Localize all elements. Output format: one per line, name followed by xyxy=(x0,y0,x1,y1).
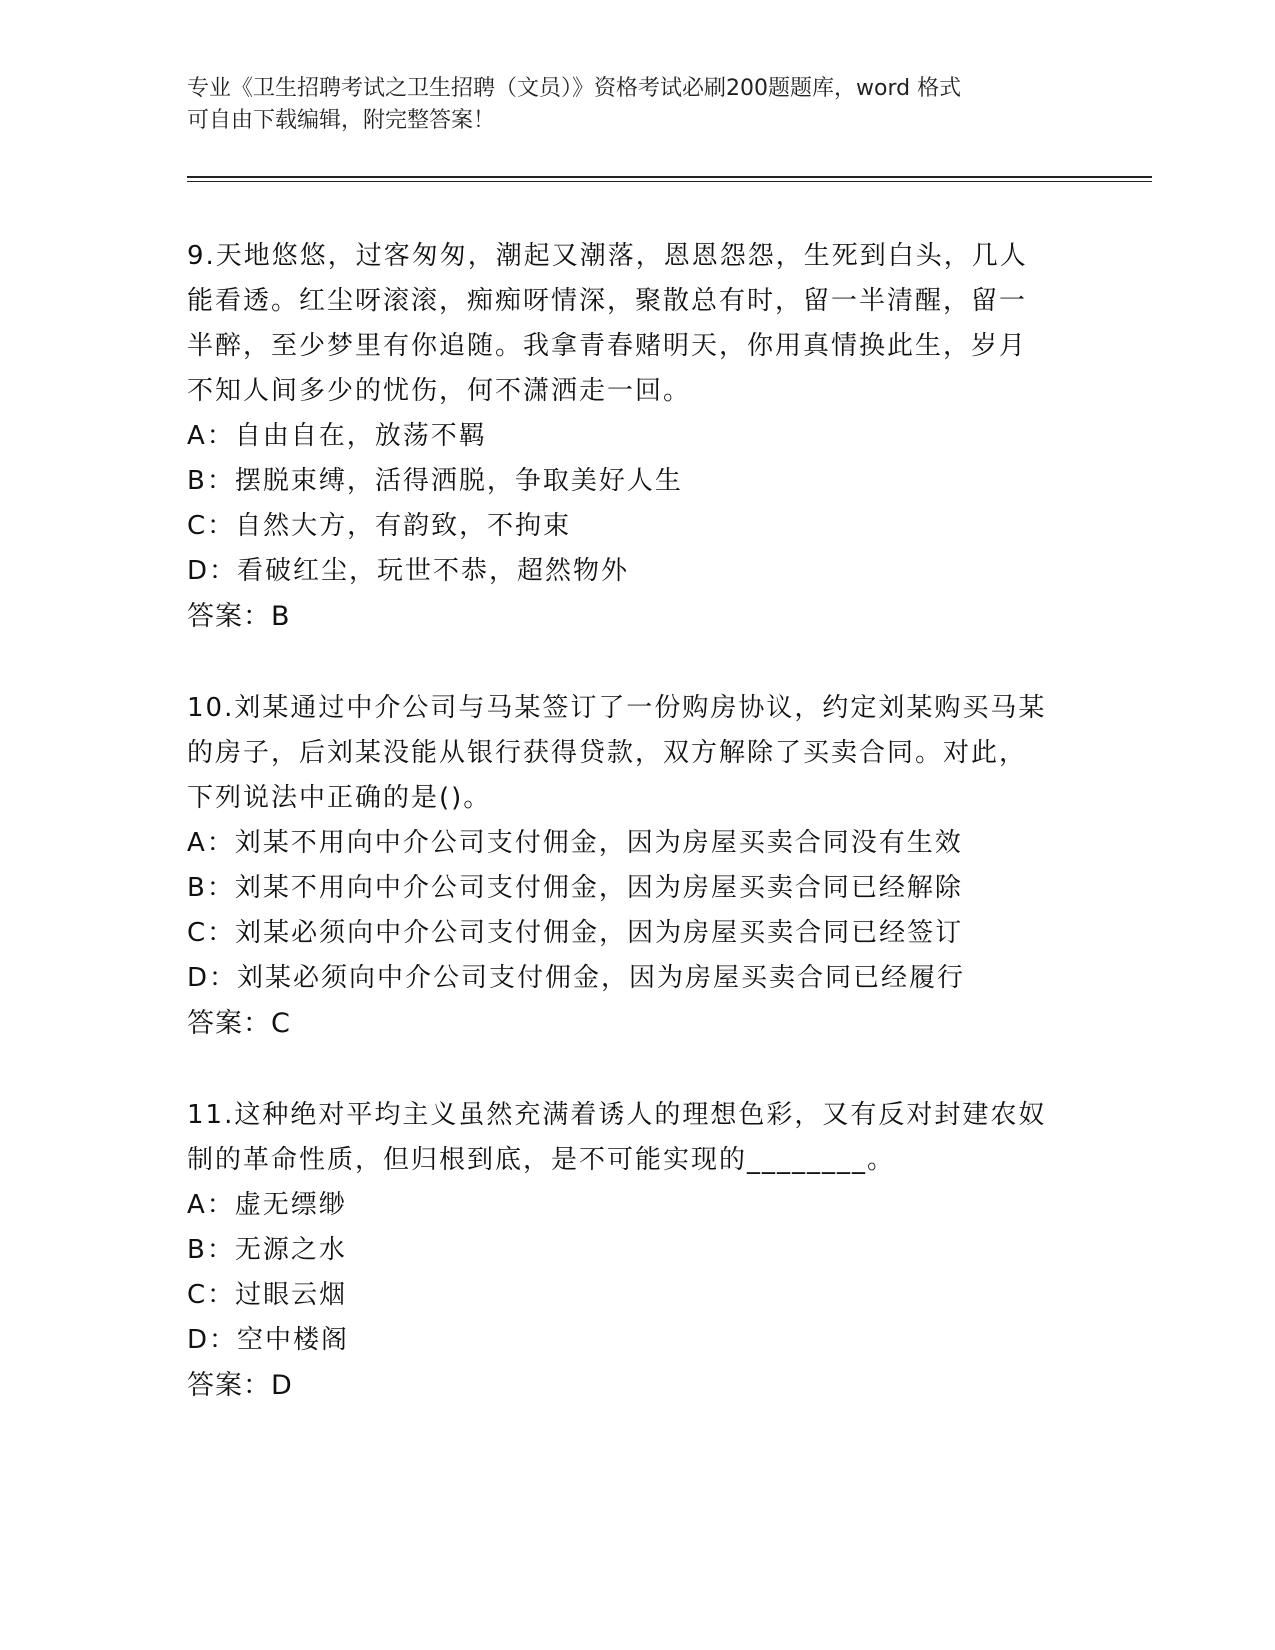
option-c: C：刘某必须向中介公司支付佣金，因为房屋买卖合同已经签订 xyxy=(187,918,964,948)
option-b: B：摆脱束缚，活得洒脱，争取美好人生 xyxy=(187,466,683,496)
question-9 xyxy=(187,234,1087,639)
document-header xyxy=(187,73,1087,137)
option-d: D：刘某必须向中介公司支付佣金，因为房屋买卖合同已经履行 xyxy=(187,963,966,993)
answer-label: 答案：B xyxy=(187,601,291,632)
header-divider-thin xyxy=(187,181,1152,182)
question-text-line: 10.刘某通过中介公司与马某签订了一份购房协议，约定刘某购买马某 xyxy=(187,693,1047,723)
option-a: A：虚无缥缈 xyxy=(187,1190,347,1220)
question-text-line: 能看透。红尘呀滚滚，痴痴呀情深，聚散总有时，留一半清醒，留一 xyxy=(187,286,1028,316)
option-d: D：看破红尘，玩世不恭，超然物外 xyxy=(187,556,630,586)
option-a: A：自由自在，放荡不羁 xyxy=(187,421,487,451)
header-divider-thick xyxy=(187,176,1152,178)
header-title-line-2: 可自由下载编辑，附完整答案！ xyxy=(187,108,496,133)
option-c: C：过眼云烟 xyxy=(187,1280,348,1310)
question-11 xyxy=(187,1093,1087,1408)
option-c: C：自然大方，有韵致，不拘束 xyxy=(187,511,572,541)
option-a: A：刘某不用向中介公司支付佣金，因为房屋买卖合同没有生效 xyxy=(187,828,963,858)
question-text-line: 不知人间多少的忧伤，何不潇洒走一回。 xyxy=(187,376,692,406)
option-b: B：刘某不用向中介公司支付佣金，因为房屋买卖合同已经解除 xyxy=(187,873,963,903)
question-text-line: 下列说法中正确的是()。 xyxy=(187,783,492,813)
answer-label: 答案：D xyxy=(187,1370,293,1401)
answer-label: 答案：C xyxy=(187,1008,291,1039)
question-text-line: 的房子，后刘某没能从银行获得贷款，双方解除了买卖合同。对此， xyxy=(187,738,1028,768)
question-text-line: 9.天地悠悠，过客匆匆，潮起又潮落，恩恩怨怨，生死到白头，几人 xyxy=(187,241,1028,271)
question-10 xyxy=(187,686,1087,1046)
option-d: D：空中楼阁 xyxy=(187,1325,350,1355)
question-text-line: 半醉，至少梦里有你追随。我拿青春赌明天，你用真情换此生，岁月 xyxy=(187,331,1028,361)
header-title-line-1: 专业《卫生招聘考试之卫生招聘（文员）》资格考试必刷200题题库，word 格式 xyxy=(187,76,962,101)
question-text-line: 制的革命性质，但归根到底，是不可能实现的________。 xyxy=(187,1145,896,1175)
option-b: B：无源之水 xyxy=(187,1235,347,1265)
question-text-line: 11.这种绝对平均主义虽然充满着诱人的理想色彩，又有反对封建农奴 xyxy=(187,1100,1047,1130)
